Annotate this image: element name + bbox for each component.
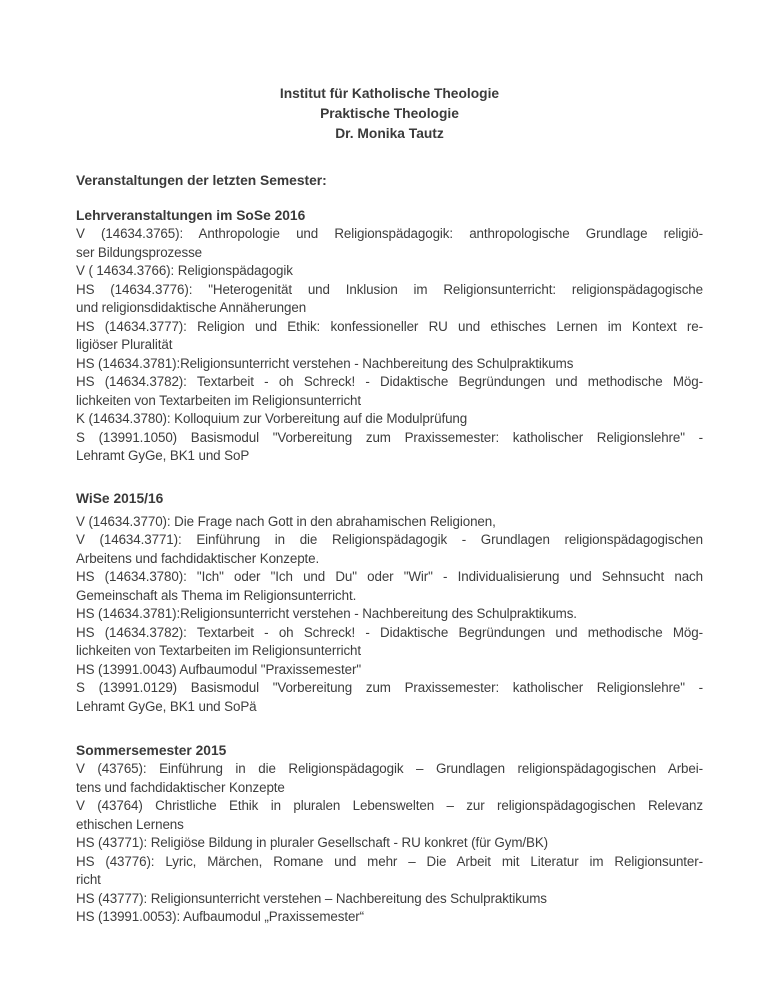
course-line: Arbeitens und fachdidaktischer Konzepte. bbox=[76, 550, 320, 566]
course-line: HS (14634.3776): "Heterogenität und Inklusion im Religionsunterricht: religionspädagogische bbox=[76, 281, 703, 297]
course-line: V (14634.3765): Anthropologie und Religionspädagogik: anthropologische Grundlage religiö- bbox=[76, 226, 703, 241]
course-line: V (43765): Einführung in die Religionspädagogik – Grundlagen religionspädagogischen Arbei- bbox=[76, 761, 703, 776]
course-line: HS (13991.0043) Aufbaumodul "Praxissemester" bbox=[76, 661, 361, 677]
course-line: Lehramt GyGe, BK1 und SoP bbox=[76, 448, 250, 463]
header-line-author: Dr. Monika Tautz bbox=[335, 126, 444, 141]
course-line: S (13991.0129) Basismodul "Vorbereitung zum Praxissemester: katholischer Religionslehre" - bbox=[76, 680, 703, 695]
course-line: tens und fachdidaktischer Konzepte bbox=[76, 779, 285, 795]
course-line: V (43764) Christliche Ethik in pluralen Lebenswelten – zur religionspädagogischen Relevanz bbox=[76, 798, 703, 813]
course-line: Lehramt GyGe, BK1 und SoPä bbox=[76, 698, 257, 714]
course-line: und religionsdidaktische Annäherungen bbox=[76, 300, 307, 315]
section-sommersemester-2015 bbox=[76, 741, 703, 927]
course-line: Gemeinschaft als Thema im Religionsunterricht. bbox=[76, 587, 357, 603]
course-line: V (14634.3771): Einführung in die Religionspädagogik - Grundlagen religionspädagogischen bbox=[76, 532, 703, 547]
course-line: V (14634.3770): Die Frage nach Gott in den abrahamischen Religionen, bbox=[76, 513, 496, 529]
section-heading: WiSe 2015/16 bbox=[76, 490, 164, 506]
course-line: HS (14634.3781):Religionsunterricht verstehen - Nachbereitung des Schulpraktikums. bbox=[76, 606, 577, 621]
section-heading: Lehrveranstaltungen im SoSe 2016 bbox=[76, 208, 306, 223]
course-line: lichkeiten von Textarbeiten im Religionsunterricht bbox=[76, 643, 362, 658]
course-line: HS (14634.3780): "Ich" oder "Ich und Du" oder "Wir" - Individualisierung und Sehnsucht nach bbox=[76, 569, 703, 584]
document-header bbox=[76, 84, 703, 144]
header-line-department: Praktische Theologie bbox=[320, 106, 459, 121]
course-line: HS (13991.0053): Aufbaumodul „Praxissemester“ bbox=[76, 909, 365, 924]
course-line: K (14634.3780): Kolloquium zur Vorbereitung auf die Modulprüfung bbox=[76, 411, 468, 426]
course-line: HS (43776): Lyric, Märchen, Romane und mehr – Die Arbeit mit Literatur im Religionsunter- bbox=[76, 853, 703, 869]
course-line: V ( 14634.3766): Religionspädagogik bbox=[76, 263, 293, 278]
document-content bbox=[76, 0, 703, 927]
section-heading: Sommersemester 2015 bbox=[76, 743, 227, 758]
section-wise-2015-16 bbox=[76, 489, 703, 717]
header-line-institute: Institut für Katholische Theologie bbox=[279, 86, 500, 101]
course-line: HS (14634.3782): Textarbeit - oh Schreck! - Didaktische Begründungen und methodische Mög- bbox=[76, 374, 703, 389]
course-line: HS (14634.3782): Textarbeit - oh Schreck! - Didaktische Begründungen und methodische Mög- bbox=[76, 624, 703, 640]
course-line: ligiöser Pluralität bbox=[76, 337, 173, 352]
course-line: S (13991.1050) Basismodul "Vorbereitung zum Praxissemester: katholischer Religionslehre" - bbox=[76, 429, 703, 445]
course-line: richt bbox=[76, 872, 101, 887]
course-line: HS (14634.3781):Religionsunterricht verstehen - Nachbereitung des Schulpraktikums bbox=[76, 355, 574, 371]
intro-heading: Veranstaltungen der letzten Semester: bbox=[76, 173, 327, 188]
course-line: lichkeiten von Textarbeiten im Religionsunterricht bbox=[76, 392, 362, 408]
course-line: HS (43777): Religionsunterricht verstehen – Nachbereitung des Schulpraktikums bbox=[76, 890, 547, 906]
course-line: HS (14634.3777): Religion und Ethik: konfessioneller RU und ethisches Lernen im Kontext re- bbox=[76, 318, 703, 334]
section-sose-2016 bbox=[76, 206, 703, 466]
course-line: ethischen Lernens bbox=[76, 816, 184, 832]
course-line: HS (43771): Religiöse Bildung in pluraler Gesellschaft - RU konkret (für Gym/BK) bbox=[76, 835, 549, 850]
course-line: ser Bildungsprozesse bbox=[76, 244, 203, 260]
